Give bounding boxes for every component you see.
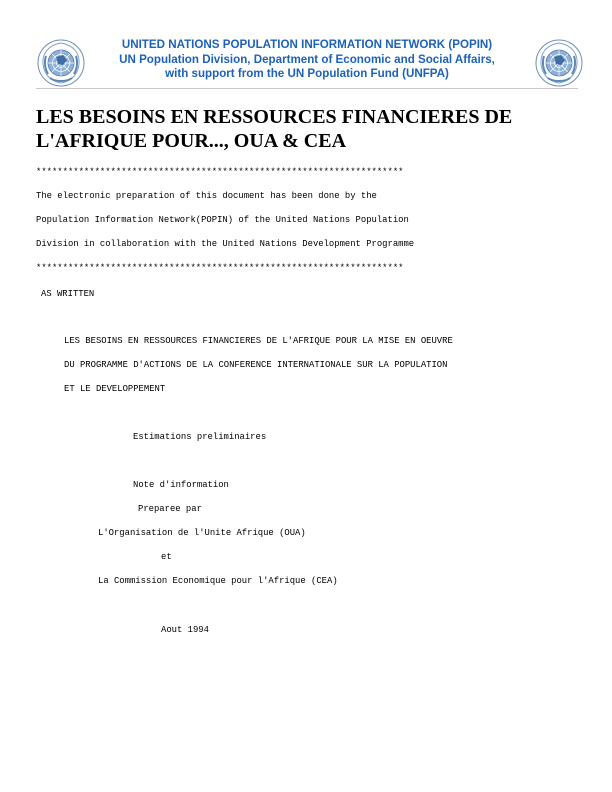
header-line-unfpa: with support from the UN Population Fund (UNFPA) [165, 67, 449, 81]
header-line-division: UN Population Division, Department of Economic and Social Affairs, [119, 52, 495, 66]
as-written-label: AS WRITTEN [41, 289, 95, 299]
preparation-note-line1: The electronic preparation of this document has been done by the [36, 191, 377, 201]
document-title-line2: L'AFRIQUE POUR..., OUA & CEA [36, 130, 347, 152]
document-heading-line1: LES BESOINS EN RESSOURCES FINANCIERES DE L'AFRIQUE POUR LA MISE EN OEUVRE [64, 336, 453, 346]
document-title-line1: LES BESOINS EN RESSOURCES FINANCIERES DE [36, 106, 513, 128]
document-title [36, 105, 556, 153]
conjunction-et: et [161, 552, 172, 562]
document-date: Aout 1994 [161, 625, 209, 635]
header-divider [36, 88, 578, 89]
un-emblem-icon [534, 38, 584, 88]
un-emblem-icon [36, 38, 86, 88]
preparation-note-line3: Division in collaboration with the United Nations Development Programme [36, 239, 415, 249]
document-heading-line3: ET LE DEVELOPPEMENT [64, 384, 166, 394]
estimations-label: Estimations preliminaires [133, 432, 267, 442]
asterisk-separator-top: ********************************************************************* [36, 167, 404, 177]
organization-cea: La Commission Economique pour l'Afrique (CEA) [98, 576, 338, 586]
popin-header [36, 36, 578, 88]
document-heading-line2: DU PROGRAMME D'ACTIONS DE LA CONFERENCE INTERNATIONALE SUR LA POPULATION [64, 360, 448, 370]
preparation-note-line2: Population Information Network(POPIN) of the United Nations Population [36, 215, 409, 225]
header-line-popin: UNITED NATIONS POPULATION INFORMATION NETWORK (POPIN) [121, 38, 493, 51]
note-label: Note d'information [133, 480, 229, 490]
asterisk-separator-bottom: ********************************************************************* [36, 263, 404, 273]
popin-header-text [92, 38, 522, 82]
prepared-by-label: Preparee par [138, 504, 202, 514]
organization-oua: L'Organisation de l'Unite Afrique (OUA) [98, 528, 306, 538]
